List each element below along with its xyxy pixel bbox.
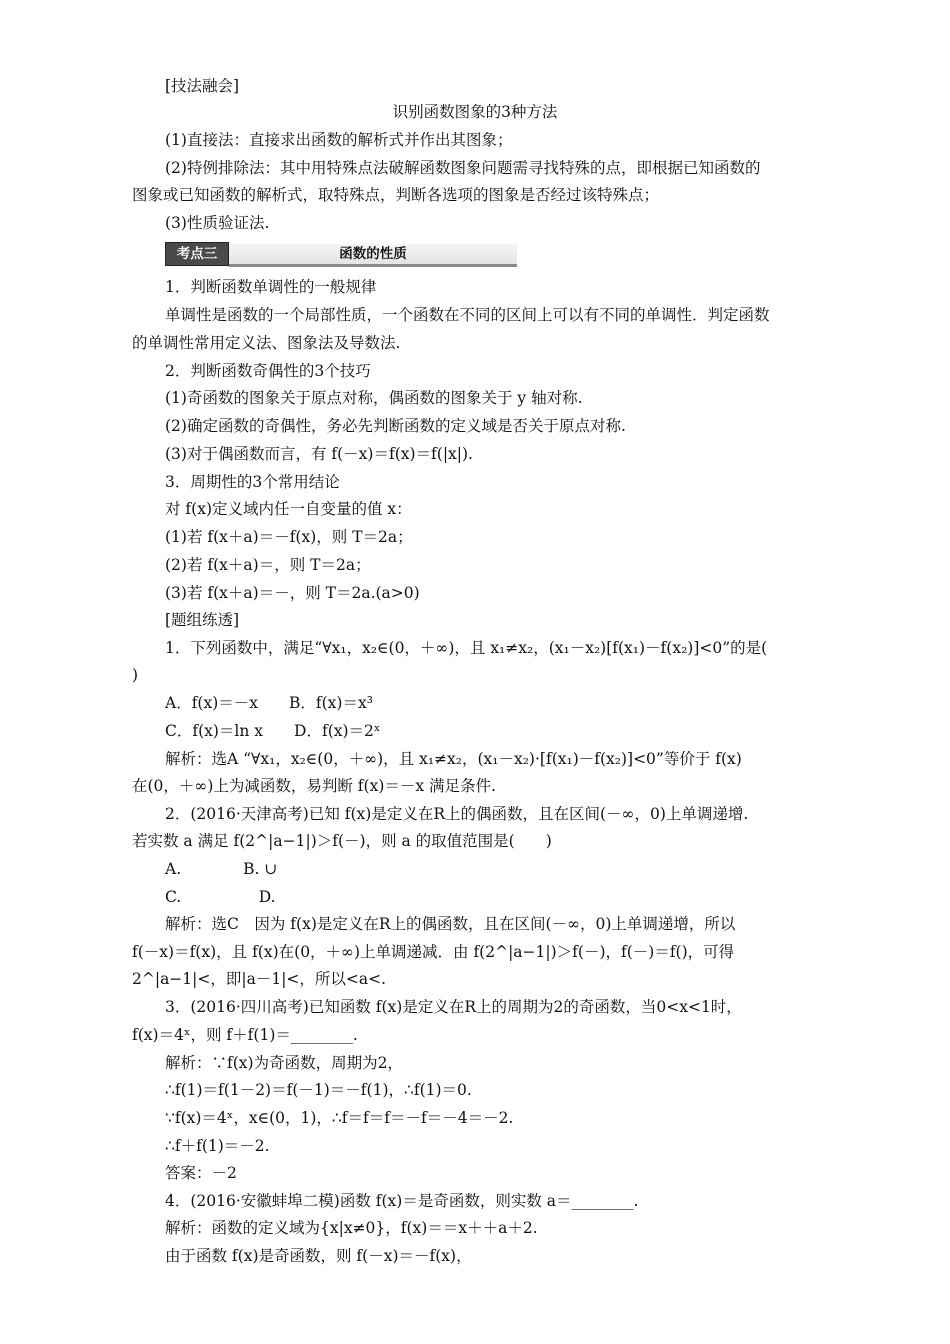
method-item: (2)特例排除法：其中用特殊点法破解函数图象问题需寻找特殊的点，即根据已知函数的 (165, 159, 761, 177)
text-line: ∴f＋f(1)＝－2. (165, 1137, 270, 1155)
text-line: [题组练透] (165, 611, 240, 629)
text-line: 2^|a−1|<，即|a－1|<，所以<a<. (132, 970, 387, 988)
text-line: 由于函数 f(x)是奇函数，则 f(－x)＝－f(x)， (165, 1247, 472, 1265)
method-item: (3)性质验证法. (165, 214, 270, 232)
text-line: 解析：选C 因为 f(x)是定义在R上的偶函数，且在区间(－∞，0)上单调递增，所以 (165, 915, 736, 933)
text-line: 解析：函数的定义域为{x|x≠0}，f(x)＝＝x＋＋a＋2. (165, 1219, 538, 1237)
text-line: C．f(x)＝ln x D．f(x)＝2ˣ (165, 722, 381, 740)
section-title: 识别函数图象的3种方法 (392, 103, 558, 121)
text-line: A. B. ∪ (165, 860, 278, 878)
text-line: ) (132, 666, 139, 684)
text-line: ∴f(1)＝f(1－2)＝f(－1)＝－f(1)，∴f(1)＝0. (165, 1081, 472, 1099)
section-tag: [技法融会] (165, 77, 240, 95)
text-line: 答案：－2 (165, 1164, 237, 1182)
text-line: (3)对于偶函数而言，有 f(－x)＝f(x)＝f(|x|). (165, 445, 473, 463)
text-line: 解析：选A “∀x₁，x₂∈(0，＋∞)，且 x₁≠x₂，(x₁－x₂)·[f(x₁)－f(x₂)]<0”等价于 f(x) (165, 750, 742, 768)
text-line: 4．(2016·安徽蚌埠二模)函数 f(x)＝是奇函数，则实数 a＝________. (165, 1192, 639, 1210)
text-line: f(－x)＝f(x)，且 f(x)在(0，＋∞)上单调递减．由 f(2^|a−1|)＞f(－)，f(－)＝f()，可得 (132, 943, 735, 961)
method-item: 图象或已知函数的解析式，取特殊点，判断各选项的图象是否经过该特殊点； (132, 186, 660, 204)
text-line: (1)奇函数的图象关于原点对称，偶函数的图象关于 y 轴对称. (165, 389, 583, 407)
topic-title: 函数的性质 (339, 246, 407, 262)
text-line: (2)确定函数的奇偶性，务必先判断函数的定义域是否关于原点对称. (165, 417, 626, 435)
text-line: 1．判断函数单调性的一般规律 (165, 278, 377, 296)
topic-header-bar (165, 242, 517, 266)
text-line: 若实数 a 满足 f(2^|a−1|)＞f(－)，则 a 的取值范围是( ) (132, 832, 552, 850)
text-line: 单调性是函数的一个局部性质，一个函数在不同的区间上可以有不同的单调性．判定函数 (165, 306, 770, 324)
text-line: 对 f(x)定义域内任一自变量的值 x： (165, 500, 412, 518)
text-line: 在(0，＋∞)上为减函数，易判断 f(x)＝－x 满足条件. (132, 777, 496, 795)
text-line: 的单调性常用定义法、图象法及导数法. (132, 334, 401, 352)
text-line: A．f(x)＝－x B．f(x)＝x³ (165, 694, 373, 712)
method-item: (1)直接法：直接求出函数的解析式并作出其图象； (165, 131, 513, 149)
text-line: f(x)＝4ˣ，则 f＋f(1)＝________. (132, 1026, 358, 1044)
text-line: C. D. (165, 888, 276, 906)
text-line: 3．周期性的3个常用结论 (165, 473, 340, 491)
text-line: (2)若 f(x＋a)＝，则 T＝2a； (165, 556, 371, 574)
text-line: 2．判断函数奇偶性的3个技巧 (165, 362, 371, 380)
topic-badge: 考点三 (165, 242, 229, 266)
text-line: (1)若 f(x＋a)＝－f(x)，则 T＝2a； (165, 528, 413, 546)
text-line: (3)若 f(x＋a)＝－，则 T＝2a.(a>0) (165, 584, 420, 602)
text-line: 1．下列函数中，满足“∀x₁，x₂∈(0，＋∞)，且 x₁≠x₂，(x₁－x₂)[f(x₁)－f(x₂)]<0”的是( (165, 639, 768, 657)
text-line: ∵f(x)＝4ˣ，x∈(0，1)，∴f＝f＝f＝－f＝－4＝－2. (165, 1109, 514, 1127)
text-line: 2．(2016·天津高考)已知 f(x)是定义在R上的偶函数，且在区间(－∞，0)上单调递增. (165, 805, 749, 823)
text-line: 3．(2016·四川高考)已知函数 f(x)是定义在R上的周期为2的奇函数，当0<x<1时， (165, 998, 742, 1016)
text-line: 解析：∵f(x)为奇函数，周期为2， (165, 1054, 403, 1072)
